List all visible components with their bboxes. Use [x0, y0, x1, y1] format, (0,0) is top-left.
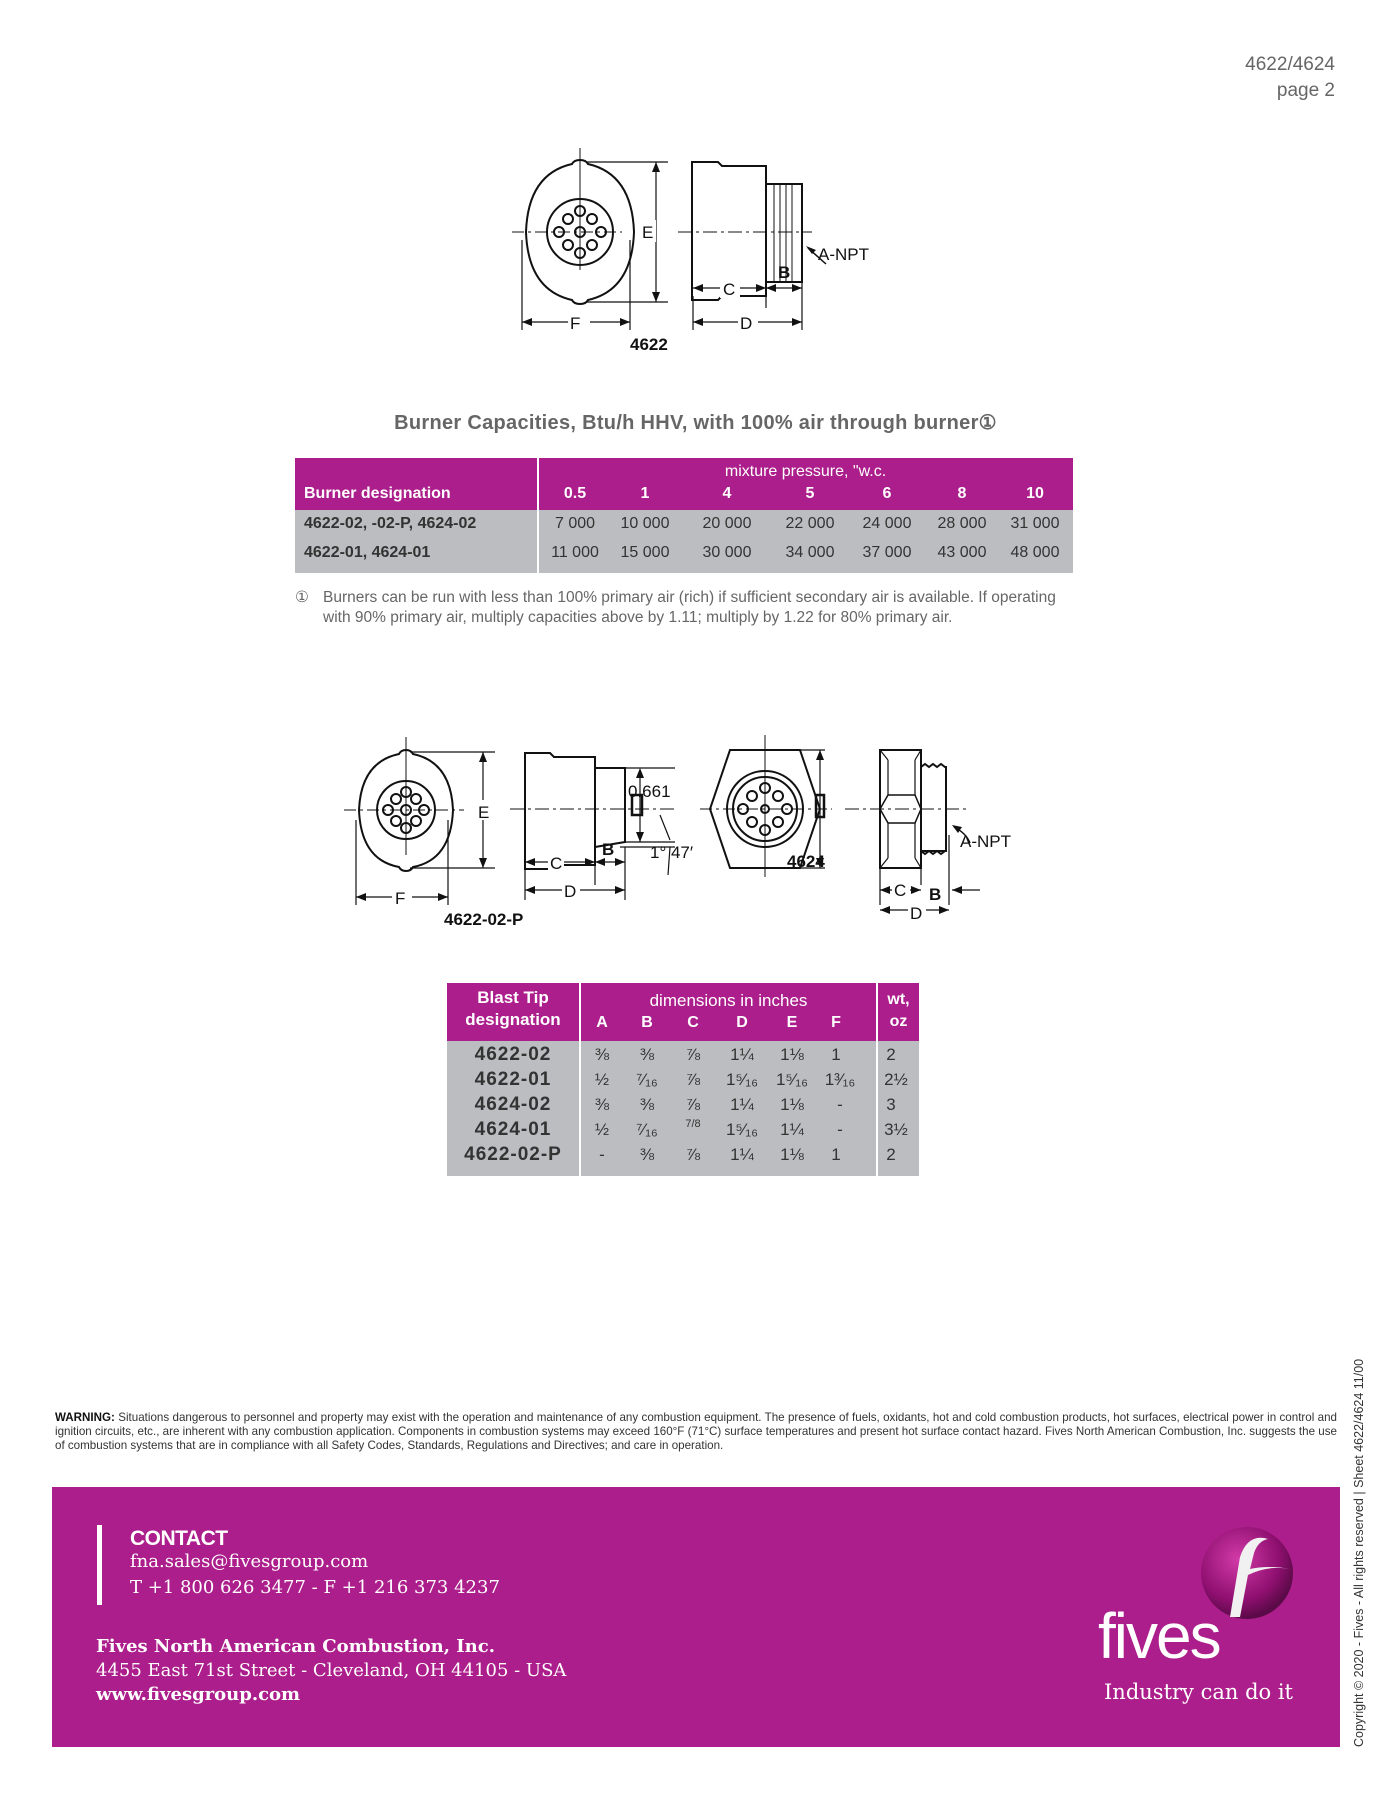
table-cell: ⅞ [685, 1070, 701, 1089]
logo-tagline: Industry can do it [1104, 1680, 1293, 1704]
row-designation: 4624-02 [474, 1094, 552, 1115]
taper-angle: 1° 47′ [650, 843, 694, 862]
table-cell-wt: 2 [886, 1045, 896, 1064]
company-website[interactable]: www.fivesgroup.com [96, 1684, 301, 1705]
contact-phone: T +1 800 626 3477 - F +1 216 373 4237 [130, 1577, 500, 1598]
footnote-marker: ① [295, 589, 309, 606]
table-cell: 22 000 [785, 515, 835, 532]
table-cell: 48 000 [1010, 544, 1060, 561]
table-cell: 28 000 [937, 515, 987, 532]
dimensions-group-header: dimensions in inches [649, 991, 808, 1010]
dim-label-d: D [564, 882, 577, 901]
table-cell: 24 000 [862, 515, 912, 532]
dim-col-b: B [641, 1014, 653, 1031]
warning-notice [55, 1411, 1337, 1453]
page-header [1245, 52, 1335, 104]
table-cell: 1⅛ [780, 1145, 804, 1164]
dim-label-b: B [929, 885, 942, 904]
dim-label-e: E [642, 223, 654, 242]
table-cell-wt: 2 [886, 1145, 896, 1164]
table-cell: 1⁵⁄₁₆ [726, 1070, 758, 1089]
table-cell: 1 [831, 1145, 841, 1164]
dim-col-e: E [786, 1014, 798, 1031]
table-cell: ⅞ [685, 1095, 701, 1114]
table-cell: - [837, 1120, 843, 1139]
row-designation: 4622-02, -02-P, 4624-02 [304, 515, 477, 532]
pressure-col: 10 [1026, 485, 1044, 502]
pressure-col: 0.5 [563, 485, 587, 502]
dim-label-c: C [723, 280, 736, 299]
dim-label-e: E [478, 803, 490, 822]
table-cell: ⅞ [685, 1145, 701, 1164]
table-cell: 1⅛ [780, 1045, 804, 1064]
dimensions-table-header [447, 983, 919, 1041]
copyright-notice: Copyright © 2020 - Fives - All rights reserved | Sheet 4622/4624 11/00 [1352, 1358, 1366, 1747]
dim-label-b: B [778, 263, 791, 282]
dim-label-d: D [740, 314, 753, 333]
table-cell: ⅜ [594, 1045, 610, 1064]
footnote-text: Burners can be run with less than 100% primary air (rich) if sufficient secondary air is available. If operating with 90% primary air, multiply capacities above by 1.11; multiply by 1.22 for 80% primary air. [323, 589, 1056, 626]
table-cell: ⅜ [639, 1095, 655, 1114]
row-designation: 4622-02 [474, 1044, 552, 1065]
logo-wordmark: fives [1098, 1600, 1220, 1672]
column-divider [579, 983, 581, 1176]
dim-label-c: C [550, 854, 563, 873]
table-cell: ⅜ [594, 1095, 610, 1114]
table-cell: ⅜ [639, 1045, 655, 1064]
table-cell: ⅞ [685, 1045, 701, 1064]
dim-label-b: B [602, 840, 615, 859]
table-cell: 37 000 [862, 544, 912, 561]
dim-label-d: D [910, 904, 923, 923]
table-cell: ½ [594, 1070, 610, 1089]
row-designation: 4622-02-P [464, 1144, 562, 1165]
pressure-col: 6 [882, 485, 892, 502]
warning-text: Situations dangerous to personnel and property may exist with the operation and maintenance of any combustion equipment. The presence of fuels, oxidants, hot and cold combustion products, hot surfaces, electrical power in control and ignition circuits, etc., are inherent with any combustion application. Components in combustion systems may exceed 160°F (71°C) surface temperatures and present hot surface contact hazard. Fives North American Combustion, Inc. suggests the use of combustion systems that are in compliance with all Safety Codes, Standards, Regulations and Directives; and care in operation. [55, 1411, 1337, 1452]
dim-col-d: D [736, 1014, 748, 1031]
table-cell: 1¼ [730, 1045, 754, 1064]
drawing-caption-4624: 4624 [787, 852, 825, 871]
table-cell-wt: 3 [886, 1095, 896, 1114]
table-cell: 11 000 [551, 544, 599, 561]
designation-header: designation [465, 1010, 561, 1029]
contact-heading: CONTACT [130, 1527, 228, 1550]
pressure-col: 8 [957, 485, 967, 502]
table-cell: 1⁵⁄₁₆ [776, 1070, 808, 1089]
table-cell: - [599, 1145, 605, 1164]
npt-label: A-NPT [960, 832, 1011, 851]
capacities-table-body [295, 510, 1073, 573]
table-cell: ⁷⁄₁₆ [636, 1070, 658, 1089]
wt-header: wt, [887, 991, 910, 1008]
table-cell: 1⁵⁄₁₆ [726, 1120, 758, 1139]
table-cell: 10 000 [620, 515, 670, 532]
pressure-col: 4 [722, 485, 732, 502]
table-cell: 1¼ [730, 1145, 754, 1164]
row-designation: 4624-01 [474, 1119, 552, 1140]
pressure-col: 1 [640, 485, 650, 502]
npt-label: A-NPT [818, 245, 869, 264]
table-cell: 1¼ [730, 1095, 754, 1114]
table-cell: 43 000 [937, 544, 987, 561]
table-cell: 15 000 [620, 544, 670, 561]
drawing-caption-4622-02-p: 4622-02-P [444, 910, 524, 929]
column-divider [876, 983, 878, 1176]
table-cell: 1¼ [780, 1120, 804, 1139]
table-cell-wt: 2½ [884, 1070, 908, 1089]
warning-label: WARNING: [55, 1411, 115, 1424]
dimension-value-0661: 0.661 [628, 782, 671, 801]
dim-label-f: F [395, 889, 406, 908]
company-address: 4455 East 71st Street - Cleveland, OH 44105 - USA [96, 1660, 567, 1681]
table-cell: - [837, 1095, 843, 1114]
pressure-col: 5 [805, 485, 815, 502]
burner-designation-header: Burner designation [304, 485, 451, 502]
page-number: page 2 [1276, 80, 1335, 101]
column-divider [537, 458, 539, 573]
table-cell: 34 000 [785, 544, 835, 561]
table-cell: ⁷⁄₁₆ [636, 1120, 658, 1139]
drawing-caption-4622: 4622 [630, 335, 668, 354]
table-cell: 1 [831, 1045, 841, 1064]
dim-label-f: F [570, 314, 581, 333]
dim-col-f: F [831, 1014, 841, 1031]
drawing-4622-02-p-4624 [340, 725, 1040, 940]
table-cell: 20 000 [702, 515, 752, 532]
doc-number: 4622/4624 [1245, 54, 1335, 75]
table-cell: ½ [594, 1120, 610, 1139]
dim-col-c: C [687, 1014, 699, 1031]
row-designation: 4622-01, 4624-01 [304, 544, 431, 561]
table-cell-wt: 3½ [884, 1120, 908, 1139]
drawing-4622 [500, 140, 920, 380]
row-designation: 4622-01 [474, 1069, 552, 1090]
table-cell: 1³⁄₁₆ [824, 1070, 856, 1089]
contact-accent-bar [97, 1525, 102, 1605]
capacities-title: Burner Capacities, Btu/h HHV, with 100% air through burner① [394, 412, 997, 434]
capacities-table [295, 458, 1073, 573]
table-cell: 30 000 [702, 544, 752, 561]
dim-col-a: A [596, 1014, 608, 1031]
company-name: Fives North American Combustion, Inc. [96, 1636, 495, 1657]
table-cell: 7 000 [554, 515, 596, 532]
mixture-pressure-header: mixture pressure, "w.c. [724, 463, 887, 480]
dim-label-c: C [894, 881, 907, 900]
contact-email[interactable]: fna.sales@fivesgroup.com [130, 1551, 369, 1572]
dimensions-table-body [447, 1041, 919, 1176]
oz-header: oz [889, 1013, 908, 1030]
footnote [295, 588, 1085, 628]
table-cell: 1⅛ [780, 1095, 804, 1114]
dimensions-table [447, 983, 919, 1176]
table-cell: 7/8 [685, 1118, 701, 1130]
table-cell: 31 000 [1010, 515, 1060, 532]
table-cell: ⅜ [639, 1145, 655, 1164]
capacities-table-header [295, 458, 1073, 510]
blast-tip-header: Blast Tip [477, 988, 549, 1007]
